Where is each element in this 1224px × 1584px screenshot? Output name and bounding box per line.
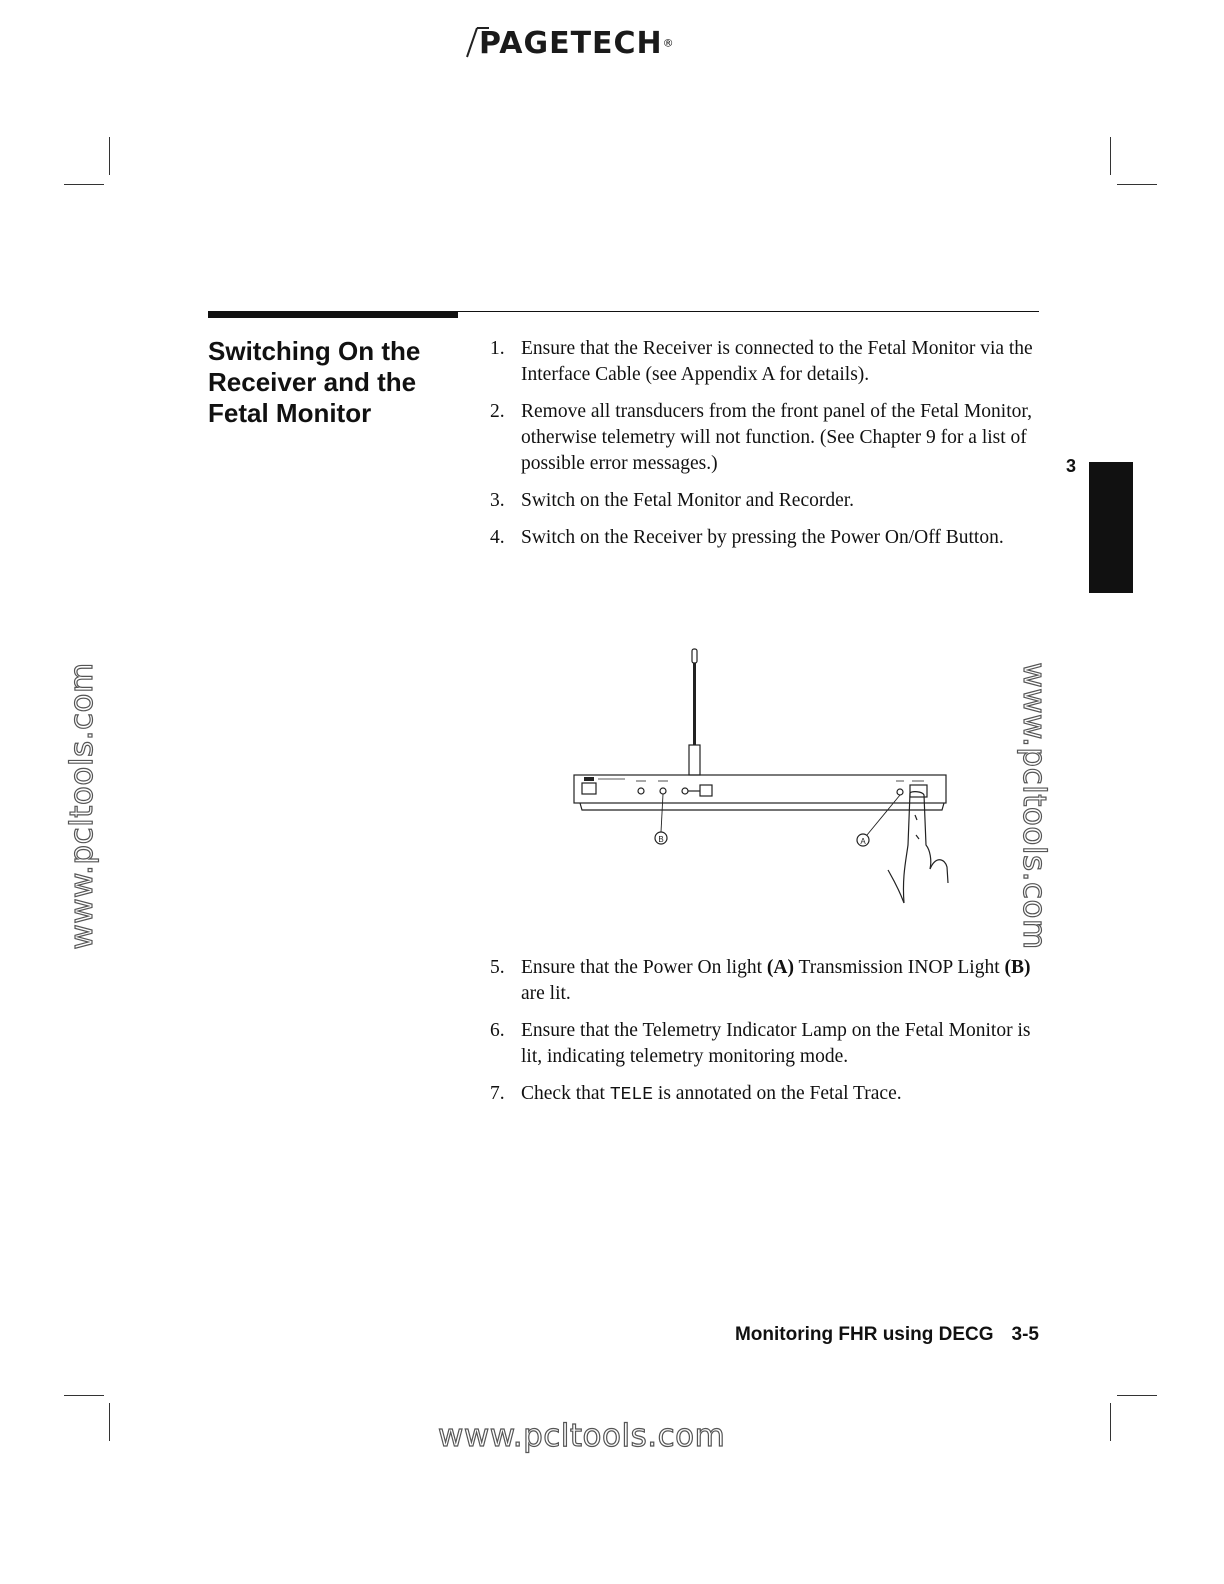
chapter-tab (1089, 462, 1133, 593)
receiver-illustration (570, 645, 950, 915)
page-number: 3-5 (1011, 1324, 1039, 1345)
logo-text: PAGETECH (479, 26, 663, 61)
crop-mark-bottom-left-v (109, 1403, 110, 1441)
text-fragment: Check that (521, 1083, 610, 1104)
logo-slash-icon (463, 26, 489, 58)
section-title: Switching On the Receiver and the Fetal Monitor (208, 336, 421, 428)
list-item (490, 1081, 1050, 1108)
text-fragment: Transmission INOP Light (793, 957, 1005, 978)
step-text: Remove all transducers from the front panel of the Fetal Monitor, otherwise telemetry will not function. (See Chapter 9 for a list of possible error messages.) (521, 401, 1032, 474)
step-number: 3. (490, 490, 505, 511)
registered-mark: ® (662, 36, 674, 50)
list-item (490, 399, 1050, 477)
step-number: 6. (490, 1020, 505, 1041)
step-number: 7. (490, 1083, 505, 1104)
watermark-bottom: www.pcltools.com (438, 1418, 726, 1454)
step-text: Switch on the Receiver by pressing the Power On/Off Button. (521, 527, 1004, 548)
callout-ref-a: (A) (766, 957, 794, 978)
list-item (490, 488, 1050, 514)
crop-mark-top-right-h (1117, 184, 1157, 185)
step-text: Switch on the Fetal Monitor and Recorder. (521, 490, 855, 511)
step-number: 5. (490, 957, 505, 978)
section-rule-thin (458, 311, 1039, 312)
watermark-right: www.pcltools.com (1016, 662, 1052, 950)
step-number: 4. (490, 527, 505, 548)
crop-mark-top-right-v (1110, 137, 1111, 175)
footer-title: Monitoring FHR using DECG (734, 1324, 994, 1345)
crop-mark-bottom-left-h (64, 1395, 104, 1396)
page-footer (735, 1324, 1039, 1346)
list-item (490, 336, 1050, 388)
tele-annotation: TELE (609, 1085, 654, 1105)
steps-list-after (490, 955, 1050, 1119)
callout-b-label: B (658, 835, 664, 844)
list-item (490, 955, 1050, 1007)
watermark-left: www.pcltools.com (64, 662, 100, 950)
list-item (490, 1018, 1050, 1070)
pagetech-logo (463, 24, 674, 64)
text-fragment: are lit. (521, 983, 571, 1004)
step-text (521, 1081, 1050, 1108)
crop-mark-bottom-right-v (1110, 1403, 1111, 1441)
text-fragment: is annotated on the Fetal Trace. (653, 1083, 902, 1104)
step-text: Ensure that the Receiver is connected to the Fetal Monitor via the Interface Cable (see Appendix A for details). (521, 338, 1033, 385)
callout-ref-b: (B) (1004, 957, 1031, 978)
crop-mark-top-left-v (109, 137, 110, 175)
step-text (521, 955, 1050, 1007)
step-number: 2. (490, 401, 505, 422)
crop-mark-top-left-h (64, 184, 104, 185)
chapter-number: 3 (1066, 456, 1077, 476)
crop-mark-bottom-right-h (1117, 1395, 1157, 1396)
callout-a-label: A (860, 837, 866, 846)
step-number: 1. (490, 338, 505, 359)
steps-list-before (490, 336, 1050, 562)
section-rule-thick (208, 311, 458, 318)
step-text: Ensure that the Telemetry Indicator Lamp on the Fetal Monitor is lit, indicating telemetry monitoring mode. (521, 1020, 1031, 1067)
list-item (490, 525, 1050, 551)
text-fragment: Ensure that the Power On light (521, 957, 767, 978)
